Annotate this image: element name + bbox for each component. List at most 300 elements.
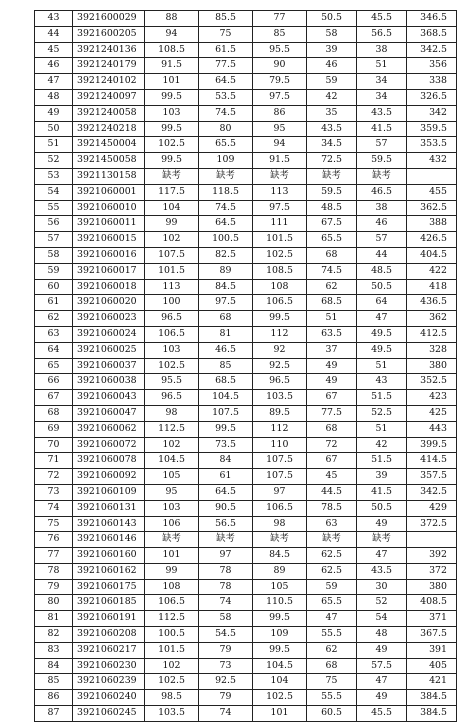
candidate-id-cell: 3921060143 <box>73 516 145 532</box>
score-cell-4: 59 <box>307 579 357 595</box>
candidate-id-cell: 3921060015 <box>73 232 145 248</box>
table-row <box>35 690 457 706</box>
total-score-cell: 362.5 <box>407 200 457 216</box>
row-number-cell: 87 <box>35 706 73 722</box>
score-cell-4: 68.5 <box>307 295 357 311</box>
total-score-cell: 342.5 <box>407 484 457 500</box>
score-cell-2: 107.5 <box>199 405 253 421</box>
score-cell-5: 57 <box>357 232 407 248</box>
score-cell-1: 101 <box>145 74 199 90</box>
total-score-cell: 357.5 <box>407 469 457 485</box>
table-row <box>35 74 457 90</box>
row-number-cell: 46 <box>35 58 73 74</box>
score-cell-4: 62 <box>307 279 357 295</box>
score-cell-5: 49 <box>357 690 407 706</box>
score-cell-4: 65.5 <box>307 595 357 611</box>
score-cell-2: 99.5 <box>199 421 253 437</box>
candidate-id-cell: 3921060016 <box>73 247 145 263</box>
row-number-cell: 48 <box>35 89 73 105</box>
candidate-id-cell: 3921060037 <box>73 358 145 374</box>
score-cell-3: 92.5 <box>253 358 307 374</box>
score-cell-3: 106.5 <box>253 295 307 311</box>
table-row <box>35 184 457 200</box>
candidate-id-cell: 3921060020 <box>73 295 145 311</box>
score-cell-2: 61 <box>199 469 253 485</box>
score-cell-3: 99.5 <box>253 311 307 327</box>
table-row <box>35 342 457 358</box>
candidate-id-cell: 3921240136 <box>73 42 145 58</box>
score-cell-5: 57.5 <box>357 658 407 674</box>
table-row <box>35 437 457 453</box>
score-cell-4: 34.5 <box>307 137 357 153</box>
total-score-cell: 414.5 <box>407 453 457 469</box>
score-cell-3: 101.5 <box>253 232 307 248</box>
score-cell-1: 95 <box>145 484 199 500</box>
score-cell-3: 77 <box>253 11 307 27</box>
total-score-cell <box>407 168 457 184</box>
candidate-id-cell: 3921060191 <box>73 611 145 627</box>
table-row <box>35 232 457 248</box>
score-cell-4: 67.5 <box>307 216 357 232</box>
score-cell-1: 117.5 <box>145 184 199 200</box>
candidate-id-cell: 3921600205 <box>73 26 145 42</box>
table-row <box>35 532 457 548</box>
total-score-cell: 338 <box>407 74 457 90</box>
row-number-cell: 50 <box>35 121 73 137</box>
score-cell-5: 49 <box>357 642 407 658</box>
candidate-id-cell: 3921060024 <box>73 326 145 342</box>
total-score-cell: 429 <box>407 500 457 516</box>
score-cell-1: 102 <box>145 437 199 453</box>
score-cell-1: 100.5 <box>145 627 199 643</box>
score-cell-2: 100.5 <box>199 232 253 248</box>
score-cell-5: 51 <box>357 358 407 374</box>
score-cell-1: 101 <box>145 548 199 564</box>
candidate-id-cell: 3921060010 <box>73 200 145 216</box>
total-score-cell: 388 <box>407 216 457 232</box>
row-number-cell: 85 <box>35 674 73 690</box>
total-score-cell <box>407 532 457 548</box>
candidate-id-cell: 3921060217 <box>73 642 145 658</box>
score-cell-2: 85.5 <box>199 11 253 27</box>
score-cell-4: 63 <box>307 516 357 532</box>
row-number-cell: 63 <box>35 326 73 342</box>
score-cell-1: 103 <box>145 105 199 121</box>
score-cell-4: 72.5 <box>307 153 357 169</box>
score-cell-2: 缺考 <box>199 532 253 548</box>
score-cell-1: 99.5 <box>145 121 199 137</box>
row-number-cell: 84 <box>35 658 73 674</box>
table-row <box>35 279 457 295</box>
candidate-id-cell: 3921060047 <box>73 405 145 421</box>
score-cell-2: 65.5 <box>199 137 253 153</box>
candidate-id-cell: 3921060230 <box>73 658 145 674</box>
score-cell-2: 80 <box>199 121 253 137</box>
score-cell-3: 112 <box>253 326 307 342</box>
candidate-id-cell: 3921060025 <box>73 342 145 358</box>
table-row <box>35 263 457 279</box>
score-cell-3: 85 <box>253 26 307 42</box>
candidate-id-cell: 3921060162 <box>73 563 145 579</box>
score-cell-1: 100 <box>145 295 199 311</box>
score-cell-2: 58 <box>199 611 253 627</box>
score-cell-2: 64.5 <box>199 74 253 90</box>
total-score-cell: 422 <box>407 263 457 279</box>
table-row <box>35 658 457 674</box>
table-row <box>35 563 457 579</box>
candidate-id-cell: 3921060001 <box>73 184 145 200</box>
score-cell-1: 102.5 <box>145 358 199 374</box>
score-cell-5: 47 <box>357 674 407 690</box>
score-cell-4: 62.5 <box>307 548 357 564</box>
score-cell-5: 41.5 <box>357 484 407 500</box>
score-cell-4: 51 <box>307 311 357 327</box>
table-row <box>35 311 457 327</box>
score-cell-4: 60.5 <box>307 706 357 722</box>
score-cell-3: 缺考 <box>253 532 307 548</box>
score-cell-1: 107.5 <box>145 247 199 263</box>
score-cell-2: 118.5 <box>199 184 253 200</box>
score-cell-2: 54.5 <box>199 627 253 643</box>
score-cell-5: 51.5 <box>357 390 407 406</box>
score-cell-3: 缺考 <box>253 168 307 184</box>
score-cell-1: 108 <box>145 579 199 595</box>
score-cell-2: 92.5 <box>199 674 253 690</box>
score-cell-5: 52 <box>357 595 407 611</box>
table-row <box>35 26 457 42</box>
row-number-cell: 56 <box>35 216 73 232</box>
score-cell-1: 101.5 <box>145 642 199 658</box>
score-cell-1: 99.5 <box>145 89 199 105</box>
score-cell-2: 85 <box>199 358 253 374</box>
score-cell-2: 109 <box>199 153 253 169</box>
table-row <box>35 421 457 437</box>
score-cell-2: 74.5 <box>199 200 253 216</box>
score-cell-2: 90.5 <box>199 500 253 516</box>
table-row <box>35 11 457 27</box>
score-cell-4: 49 <box>307 358 357 374</box>
candidate-id-cell: 3921060062 <box>73 421 145 437</box>
candidate-id-cell: 3921240218 <box>73 121 145 137</box>
table-row <box>35 516 457 532</box>
row-number-cell: 44 <box>35 26 73 42</box>
score-cell-3: 84.5 <box>253 548 307 564</box>
score-cell-4: 72 <box>307 437 357 453</box>
candidate-id-cell: 3921240097 <box>73 89 145 105</box>
score-cell-4: 46 <box>307 58 357 74</box>
row-number-cell: 69 <box>35 421 73 437</box>
total-score-cell: 405 <box>407 658 457 674</box>
score-cell-1: 102.5 <box>145 674 199 690</box>
total-score-cell: 368.5 <box>407 26 457 42</box>
table-row <box>35 405 457 421</box>
score-cell-5: 51 <box>357 58 407 74</box>
score-cell-1: 99.5 <box>145 153 199 169</box>
score-cell-2: 81 <box>199 326 253 342</box>
total-score-cell: 408.5 <box>407 595 457 611</box>
score-cell-4: 缺考 <box>307 532 357 548</box>
score-cell-3: 86 <box>253 105 307 121</box>
score-cell-4: 77.5 <box>307 405 357 421</box>
score-cell-2: 53.5 <box>199 89 253 105</box>
score-cell-1: 105 <box>145 469 199 485</box>
table-row <box>35 58 457 74</box>
candidate-id-cell: 3921060175 <box>73 579 145 595</box>
candidate-id-cell: 3921060245 <box>73 706 145 722</box>
candidate-id-cell: 3921060072 <box>73 437 145 453</box>
candidate-id-cell: 3921600029 <box>73 11 145 27</box>
score-cell-2: 84 <box>199 453 253 469</box>
row-number-cell: 72 <box>35 469 73 485</box>
row-number-cell: 81 <box>35 611 73 627</box>
score-cell-1: 113 <box>145 279 199 295</box>
score-cell-3: 103.5 <box>253 390 307 406</box>
table-row <box>35 579 457 595</box>
score-cell-4: 68 <box>307 247 357 263</box>
score-cell-3: 107.5 <box>253 453 307 469</box>
candidate-id-cell: 3921060018 <box>73 279 145 295</box>
score-cell-1: 98 <box>145 405 199 421</box>
total-score-cell: 380 <box>407 579 457 595</box>
total-score-cell: 384.5 <box>407 706 457 722</box>
row-number-cell: 60 <box>35 279 73 295</box>
row-number-cell: 53 <box>35 168 73 184</box>
table-row <box>35 595 457 611</box>
score-cell-2: 104.5 <box>199 390 253 406</box>
score-cell-3: 99.5 <box>253 642 307 658</box>
total-score-cell: 342 <box>407 105 457 121</box>
total-score-cell: 425 <box>407 405 457 421</box>
row-number-cell: 47 <box>35 74 73 90</box>
total-score-cell: 380 <box>407 358 457 374</box>
score-cell-5: 34 <box>357 89 407 105</box>
score-cell-1: 108.5 <box>145 42 199 58</box>
total-score-cell: 326.5 <box>407 89 457 105</box>
row-number-cell: 66 <box>35 374 73 390</box>
score-cell-3: 111 <box>253 216 307 232</box>
score-cell-1: 104 <box>145 200 199 216</box>
row-number-cell: 43 <box>35 11 73 27</box>
score-cell-4: 74.5 <box>307 263 357 279</box>
total-score-cell: 432 <box>407 153 457 169</box>
total-score-cell: 372.5 <box>407 516 457 532</box>
table-row <box>35 247 457 263</box>
score-cell-3: 108 <box>253 279 307 295</box>
score-cell-4: 75 <box>307 674 357 690</box>
row-number-cell: 79 <box>35 579 73 595</box>
row-number-cell: 54 <box>35 184 73 200</box>
score-cell-4: 78.5 <box>307 500 357 516</box>
score-cell-4: 44.5 <box>307 484 357 500</box>
score-cell-2: 73.5 <box>199 437 253 453</box>
table-row <box>35 89 457 105</box>
score-cell-1: 94 <box>145 26 199 42</box>
total-score-cell: 353.5 <box>407 137 457 153</box>
score-cell-5: 38 <box>357 42 407 58</box>
total-score-cell: 342.5 <box>407 42 457 58</box>
score-cell-2: 64.5 <box>199 484 253 500</box>
score-cell-1: 96.5 <box>145 311 199 327</box>
score-cell-3: 99.5 <box>253 611 307 627</box>
candidate-id-cell: 3921240102 <box>73 74 145 90</box>
total-score-cell: 328 <box>407 342 457 358</box>
candidate-id-cell: 3921450004 <box>73 137 145 153</box>
score-cell-4: 55.5 <box>307 627 357 643</box>
score-cell-2: 68 <box>199 311 253 327</box>
score-cell-5: 49.5 <box>357 326 407 342</box>
score-cell-5: 50.5 <box>357 500 407 516</box>
total-score-cell: 443 <box>407 421 457 437</box>
score-cell-5: 57 <box>357 137 407 153</box>
score-cell-2: 68.5 <box>199 374 253 390</box>
score-cell-1: 102 <box>145 658 199 674</box>
score-cell-4: 68 <box>307 658 357 674</box>
table-row <box>35 200 457 216</box>
score-cell-1: 96.5 <box>145 390 199 406</box>
total-score-cell: 423 <box>407 390 457 406</box>
score-cell-5: 50.5 <box>357 279 407 295</box>
score-cell-1: 91.5 <box>145 58 199 74</box>
row-number-cell: 71 <box>35 453 73 469</box>
score-cell-1: 102.5 <box>145 137 199 153</box>
score-cell-2: 74.5 <box>199 105 253 121</box>
score-cell-1: 103 <box>145 500 199 516</box>
table-row <box>35 121 457 137</box>
total-score-cell: 412.5 <box>407 326 457 342</box>
score-cell-5: 49.5 <box>357 342 407 358</box>
row-number-cell: 77 <box>35 548 73 564</box>
score-cell-5: 49 <box>357 516 407 532</box>
score-cell-3: 102.5 <box>253 247 307 263</box>
score-cell-3: 102.5 <box>253 690 307 706</box>
score-cell-5: 45.5 <box>357 11 407 27</box>
score-cell-3: 104 <box>253 674 307 690</box>
table-row <box>35 153 457 169</box>
score-cell-5: 38 <box>357 200 407 216</box>
row-number-cell: 83 <box>35 642 73 658</box>
score-cell-2: 73 <box>199 658 253 674</box>
row-number-cell: 74 <box>35 500 73 516</box>
score-cell-3: 101 <box>253 706 307 722</box>
score-cell-4: 49 <box>307 374 357 390</box>
score-cell-1: 106.5 <box>145 326 199 342</box>
score-cell-3: 97 <box>253 484 307 500</box>
score-cell-1: 缺考 <box>145 168 199 184</box>
row-number-cell: 80 <box>35 595 73 611</box>
score-cell-3: 107.5 <box>253 469 307 485</box>
row-number-cell: 57 <box>35 232 73 248</box>
score-cell-4: 39 <box>307 42 357 58</box>
score-cell-3: 109 <box>253 627 307 643</box>
score-cell-5: 56.5 <box>357 26 407 42</box>
table-row <box>35 168 457 184</box>
total-score-cell: 455 <box>407 184 457 200</box>
score-cell-3: 97.5 <box>253 200 307 216</box>
total-score-cell: 352.5 <box>407 374 457 390</box>
row-number-cell: 65 <box>35 358 73 374</box>
score-cell-2: 82.5 <box>199 247 253 263</box>
total-score-cell: 367.5 <box>407 627 457 643</box>
score-cell-5: 47 <box>357 548 407 564</box>
total-score-cell: 346.5 <box>407 11 457 27</box>
score-cell-4: 59 <box>307 74 357 90</box>
row-number-cell: 45 <box>35 42 73 58</box>
score-cell-3: 92 <box>253 342 307 358</box>
score-cell-5: 45.5 <box>357 706 407 722</box>
score-cell-1: 112.5 <box>145 611 199 627</box>
score-cell-2: 61.5 <box>199 42 253 58</box>
score-cell-1: 106 <box>145 516 199 532</box>
total-score-cell: 372 <box>407 563 457 579</box>
score-cell-5: 46.5 <box>357 184 407 200</box>
row-number-cell: 78 <box>35 563 73 579</box>
table-row <box>35 295 457 311</box>
score-cell-2: 97 <box>199 548 253 564</box>
total-score-cell: 404.5 <box>407 247 457 263</box>
total-score-cell: 426.5 <box>407 232 457 248</box>
score-cell-2: 64.5 <box>199 216 253 232</box>
score-cell-2: 79 <box>199 690 253 706</box>
score-cell-4: 47 <box>307 611 357 627</box>
score-cell-3: 89 <box>253 563 307 579</box>
total-score-cell: 421 <box>407 674 457 690</box>
score-cell-5: 54 <box>357 611 407 627</box>
total-score-cell: 371 <box>407 611 457 627</box>
score-cell-1: 101.5 <box>145 263 199 279</box>
row-number-cell: 58 <box>35 247 73 263</box>
score-cell-4: 65.5 <box>307 232 357 248</box>
score-cell-2: 78 <box>199 563 253 579</box>
score-cell-4: 35 <box>307 105 357 121</box>
row-number-cell: 59 <box>35 263 73 279</box>
score-cell-5: 43.5 <box>357 563 407 579</box>
score-cell-3: 110 <box>253 437 307 453</box>
score-cell-5: 64 <box>357 295 407 311</box>
total-score-cell: 384.5 <box>407 690 457 706</box>
score-cell-5: 47 <box>357 311 407 327</box>
score-cell-1: 102 <box>145 232 199 248</box>
score-cell-4: 63.5 <box>307 326 357 342</box>
score-cell-4: 58 <box>307 26 357 42</box>
score-cell-2: 89 <box>199 263 253 279</box>
row-number-cell: 67 <box>35 390 73 406</box>
score-cell-4: 48.5 <box>307 200 357 216</box>
score-cell-1: 99 <box>145 563 199 579</box>
score-cell-4: 67 <box>307 390 357 406</box>
candidate-id-cell: 3921060017 <box>73 263 145 279</box>
score-cell-4: 62.5 <box>307 563 357 579</box>
score-cell-5: 41.5 <box>357 121 407 137</box>
score-cell-2: 74 <box>199 595 253 611</box>
score-cell-3: 97.5 <box>253 89 307 105</box>
score-cell-1: 112.5 <box>145 421 199 437</box>
score-cell-1: 103 <box>145 342 199 358</box>
candidate-id-cell: 3921060131 <box>73 500 145 516</box>
score-cell-5: 缺考 <box>357 168 407 184</box>
score-cell-3: 79.5 <box>253 74 307 90</box>
row-number-cell: 64 <box>35 342 73 358</box>
table-row <box>35 484 457 500</box>
score-cell-4: 55.5 <box>307 690 357 706</box>
table-row <box>35 500 457 516</box>
score-cell-2: 77.5 <box>199 58 253 74</box>
row-number-cell: 70 <box>35 437 73 453</box>
candidate-id-cell: 3921060146 <box>73 532 145 548</box>
row-number-cell: 73 <box>35 484 73 500</box>
score-cell-5: 48 <box>357 627 407 643</box>
score-cell-5: 缺考 <box>357 532 407 548</box>
score-cell-1: 103.5 <box>145 706 199 722</box>
